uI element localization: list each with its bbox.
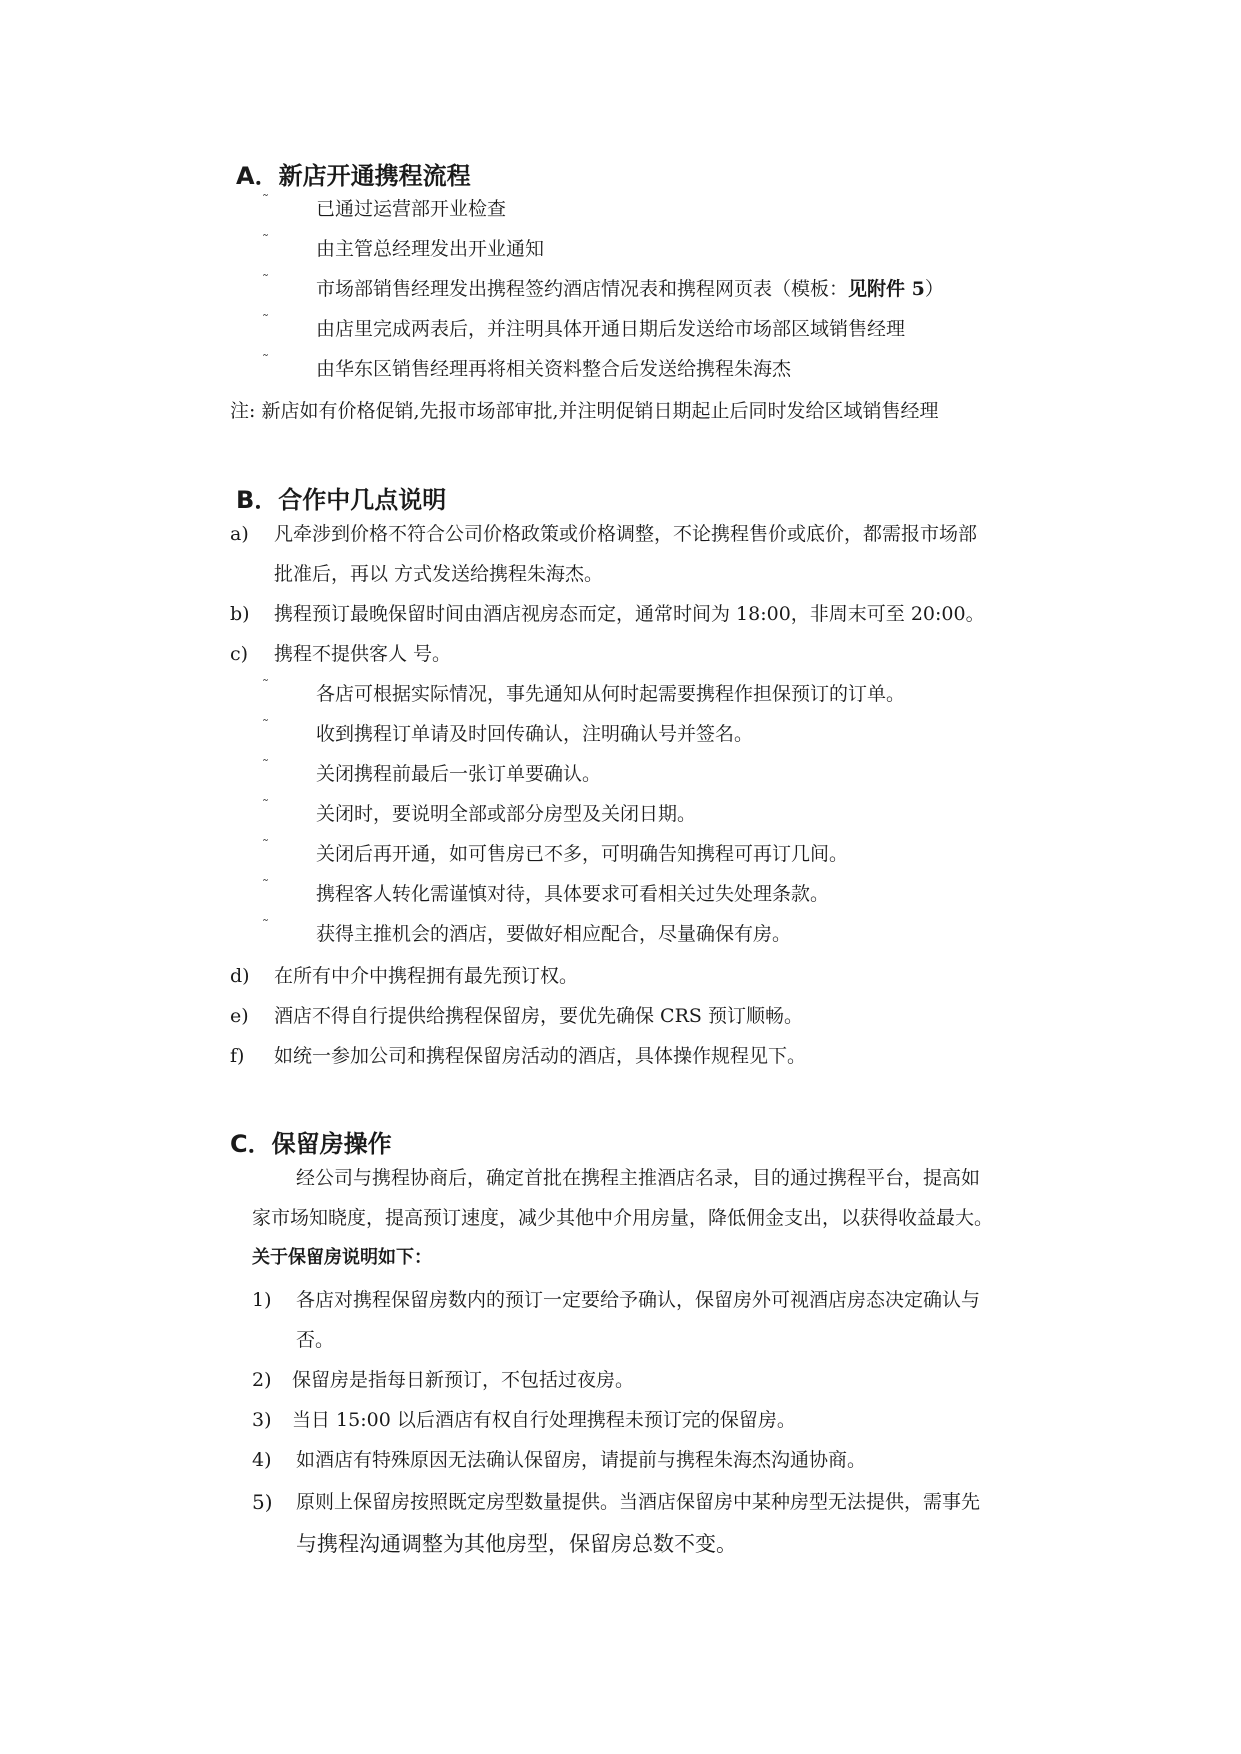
section-a-item-3 [316, 276, 944, 302]
bullet-icon: ˜ [262, 678, 269, 694]
number-label-5: 5) [252, 1490, 273, 1514]
section-b-item-b: 携程预订最晚保留时间由酒店视房态而定，通常时间为 18:00，非周末可至 20:00。 [274, 603, 985, 625]
section-b-item-e: 酒店不得自行提供给携程保留房，要优先确保 CRS 预订顺畅。 [274, 1005, 803, 1027]
section-a-note: 注: 新店如有价格促销,先报市场部审批,并注明促销日期起止后同时发给区域销售经理 [230, 400, 939, 422]
section-b-c-item-1: 各店可根据实际情况，事先通知从何时起需要携程作担保预订的订单。 [316, 683, 906, 705]
bullet-icon: ˜ [262, 838, 269, 854]
item-label-e: e) [230, 1005, 249, 1027]
section-b-item-f: 如统一参加公司和携程保留房活动的酒店，具体操作规程见下。 [274, 1045, 807, 1067]
section-c-subheading: 关于保留房说明如下： [252, 1247, 432, 1268]
section-b-c-item-4: 关闭时，要说明全部或部分房型及关闭日期。 [316, 803, 697, 825]
bullet-icon: ˜ [262, 878, 269, 894]
item-label-f: f) [230, 1045, 245, 1067]
section-a-heading: A．新店开通携程流程 [236, 162, 471, 190]
section-b-item-c: 携程不提供客人 号。 [274, 643, 452, 665]
number-label-2: 2) [252, 1369, 272, 1391]
section-b-item-d: 在所有中介中携程拥有最先预订权。 [274, 965, 579, 987]
section-c-item-3: 当日 15:00 以后酒店有权自行处理携程未预订完的保留房。 [292, 1409, 796, 1431]
item-label-d: d) [230, 965, 250, 987]
section-b-c-item-2: 收到携程订单请及时回传确认，注明确认号并签名。 [316, 723, 754, 745]
bullet-icon: ˜ [262, 718, 269, 734]
number-label-1: 1) [252, 1289, 272, 1311]
section-c-paragraph-line2: 家市场知晓度，提高预订速度，减少其他中介用房量，降低佣金支出，以获得收益最大。 [252, 1207, 994, 1229]
section-b-item-a-line2: 批准后，再以 方式发送给携程朱海杰。 [274, 563, 604, 585]
bullet-icon: ˜ [262, 918, 269, 934]
section-a-item-1: 已通过运营部开业检查 [316, 198, 507, 220]
section-c-item-4: 如酒店有特殊原因无法确认保留房，请提前与携程朱海杰沟通协商。 [296, 1449, 867, 1471]
section-c-item-1-line1: 各店对携程保留房数内的预订一定要给予确认，保留房外可视酒店房态决定确认与 [296, 1289, 981, 1311]
section-b-heading: B．合作中几点说明 [236, 486, 447, 514]
section-b-item-a-line1: 凡牵涉到价格不符合公司价格政策或价格调整，不论携程售价或底价，都需报市场部 [274, 523, 978, 545]
bullet-icon: ˜ [262, 193, 269, 209]
section-c-item-1-line2: 否。 [296, 1329, 335, 1351]
section-c-item-5-line1: 原则上保留房按照既定房型数量提供。当酒店保留房中某种房型无法提供，需事先 [296, 1491, 981, 1513]
number-label-3: 3) [252, 1409, 272, 1431]
item-label-a: a) [230, 523, 249, 545]
section-a-item-4: 由店里完成两表后，并注明具体开通日期后发送给市场部区域销售经理 [316, 318, 906, 340]
attachment-ref: 见附件 5 [848, 278, 925, 300]
bullet-icon: ˜ [262, 313, 269, 329]
section-b-c-item-7: 获得主推机会的酒店，要做好相应配合，尽量确保有房。 [316, 923, 792, 945]
bullet-icon: ˜ [262, 798, 269, 814]
section-c-heading: C．保留房操作 [230, 1130, 392, 1158]
section-b-c-item-6: 携程客人转化需谨慎对待，具体要求可看相关过失处理条款。 [316, 883, 830, 905]
section-a-item-3-tail: ） [924, 278, 944, 300]
bullet-icon: ˜ [262, 758, 269, 774]
bullet-icon: ˜ [262, 233, 269, 249]
section-a-item-5: 由华东区销售经理再将相关资料整合后发送给携程朱海杰 [316, 358, 792, 380]
bullet-icon: ˜ [262, 273, 269, 289]
section-a-item-3-text: 市场部销售经理发出携程签约酒店情况表和携程网页表（模板： [316, 278, 849, 300]
bullet-icon: ˜ [262, 353, 269, 369]
section-c-item-2: 保留房是指每日新预订，不包括过夜房。 [292, 1369, 635, 1391]
item-label-b: b) [230, 603, 250, 625]
item-label-c: c) [230, 643, 249, 665]
section-c-paragraph-line1: 经公司与携程协商后，确定首批在携程主推酒店名录，目的通过携程平台，提高如 [296, 1167, 981, 1189]
number-label-4: 4) [252, 1449, 272, 1471]
section-b-c-item-5: 关闭后再开通，如可售房已不多，可明确告知携程可再订几间。 [316, 843, 849, 865]
section-b-c-item-3: 关闭携程前最后一张订单要确认。 [316, 763, 602, 785]
section-a-item-2: 由主管总经理发出开业通知 [316, 238, 545, 260]
section-c-item-5-line2: 与携程沟通调整为其他房型，保留房总数不变。 [296, 1532, 737, 1556]
